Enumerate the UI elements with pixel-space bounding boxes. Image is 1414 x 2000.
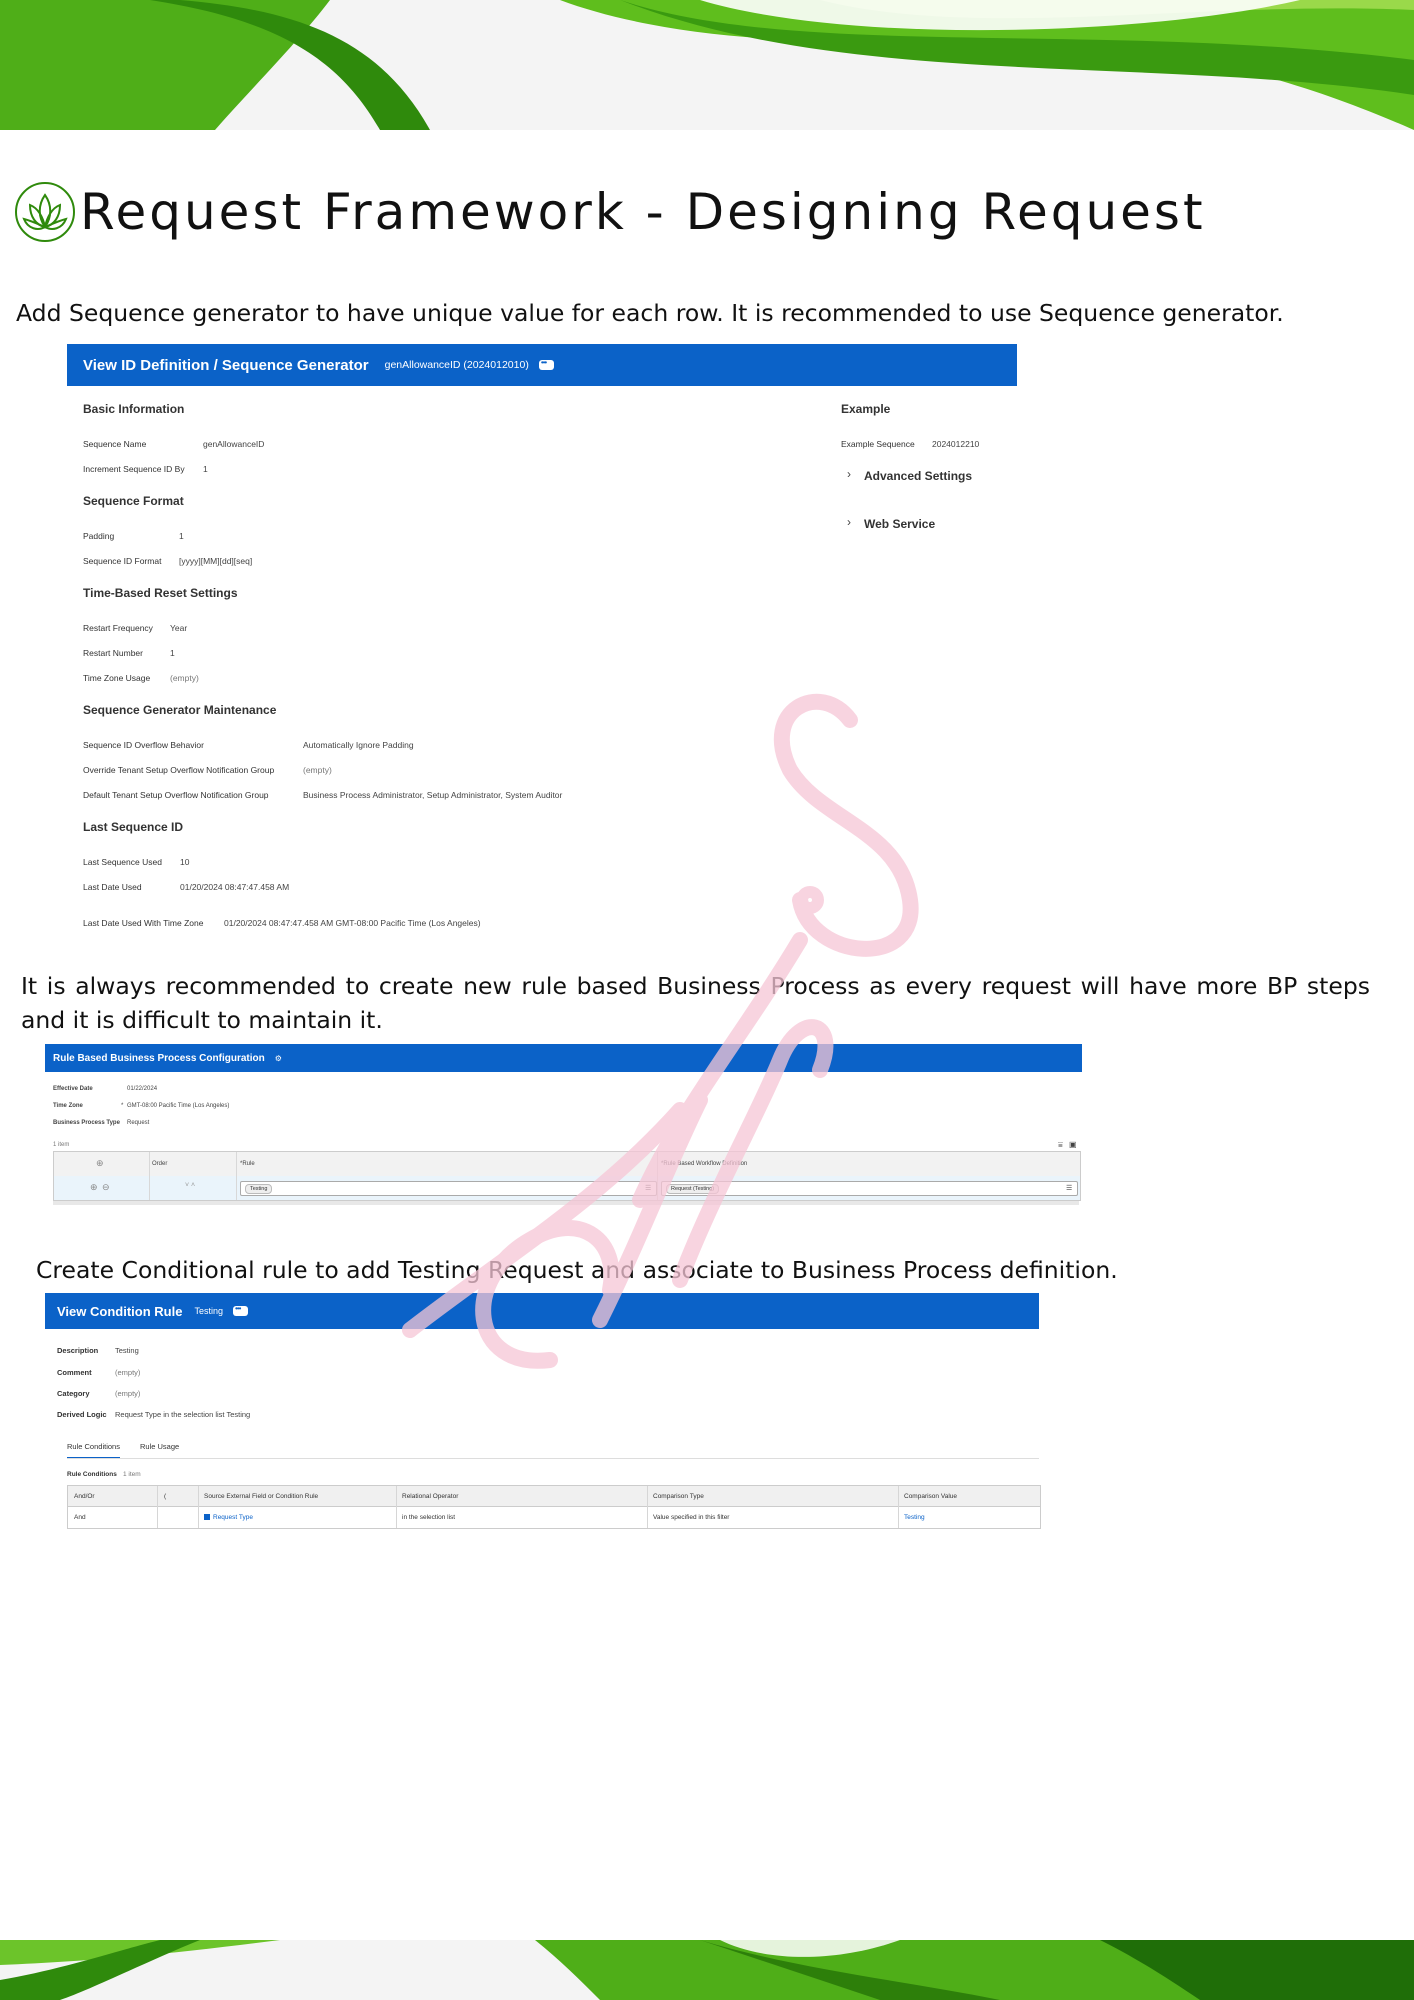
time-zone-label: Time Zone [53, 1103, 83, 1109]
row-source-field[interactable] [204, 1514, 253, 1521]
checkbox-icon[interactable] [204, 1514, 210, 1520]
restart-frequency-value: Year [170, 623, 188, 633]
col-and-or: And/Or [74, 1493, 95, 1500]
sequence-name-value: genAllowanceID [203, 439, 265, 449]
derived-logic-value: Request Type in the selection list Testing [115, 1410, 251, 1419]
intro-paragraph-condition-rule: Create Conditional rule to add Testing Request and associate to Business Process definition. [36, 1256, 1118, 1284]
restart-frequency-label: Restart Frequency [83, 623, 153, 633]
workflow-chip[interactable]: Request (Testing) [666, 1184, 719, 1194]
restart-number-value: 1 [170, 648, 175, 658]
rule-select[interactable] [240, 1181, 657, 1196]
description-value: Testing [115, 1346, 139, 1355]
bp-type-value: Request [127, 1120, 150, 1126]
col-comparison-value: Comparison Value [904, 1493, 957, 1500]
bottom-green-wave-banner [0, 1940, 1414, 2000]
condition-rule-screenshot [45, 1293, 1039, 1533]
last-used-value: 10 [180, 857, 190, 867]
rule-grid-header [54, 1152, 1080, 1177]
rule-conditions-count: 1 item [123, 1471, 141, 1478]
default-group-value: Business Process Administrator, Setup Administrator, System Auditor [303, 790, 563, 800]
column-divider [647, 1486, 648, 1528]
horizontal-scrollbar[interactable] [53, 1201, 1079, 1205]
condition-rule-subtitle: Testing [194, 1306, 223, 1316]
default-group-label: Default Tenant Setup Overflow Notification Group [83, 790, 269, 800]
sequence-generator-subtitle: genAllowanceID (2024012010) [384, 359, 529, 371]
column-divider [898, 1486, 899, 1528]
rule-grid [53, 1151, 1081, 1201]
derived-logic-label: Derived Logic [57, 1410, 107, 1419]
related-actions-icon[interactable] [539, 360, 554, 370]
sequence-generator-screenshot [67, 344, 1017, 934]
add-row-icon[interactable]: ⊕ [90, 1182, 98, 1192]
col-order: Order [152, 1161, 168, 1167]
increment-value: 1 [203, 464, 208, 474]
format-heading: Sequence Format [83, 494, 184, 508]
column-divider [657, 1152, 658, 1200]
list-icon[interactable]: ☰ [1066, 1185, 1073, 1192]
column-divider [396, 1486, 397, 1528]
restart-number-label: Restart Number [83, 648, 143, 658]
col-relational-operator: Relational Operator [402, 1493, 459, 1500]
time-zone-value: GMT-08:00 Pacific Time (Los Angeles) [127, 1103, 230, 1109]
top-green-wave-banner [0, 0, 1414, 130]
effective-date-label: Effective Date [53, 1086, 93, 1092]
last-date-tz-value: 01/20/2024 08:47:47.458 AM GMT-08:00 Pacific Time (Los Angeles) [224, 918, 481, 928]
filter-icon[interactable]: ⩸ [1058, 1140, 1063, 1149]
example-sequence-label: Example Sequence [841, 439, 915, 449]
rule-conditions-table [67, 1485, 1041, 1529]
example-sequence-value: 2024012210 [932, 439, 980, 449]
last-date-value: 01/20/2024 08:47:47.458 AM [180, 882, 290, 892]
col-workflow: *Rule Based Workflow Definition [661, 1161, 748, 1167]
row-and-or: And [74, 1514, 86, 1521]
rule-conditions-label: Rule Conditions [67, 1471, 117, 1478]
col-comparison-type: Comparison Type [653, 1493, 704, 1500]
overflow-value: Automatically Ignore Padding [303, 740, 414, 750]
comment-label: Comment [57, 1368, 92, 1377]
rule-bp-config-header [45, 1044, 1082, 1072]
basic-info-heading: Basic Information [83, 402, 185, 416]
remove-row-icon[interactable]: ⊖ [102, 1182, 110, 1192]
increment-label: Increment Sequence ID By [83, 464, 185, 474]
column-divider [149, 1152, 150, 1200]
row-comparison-value[interactable]: Testing [904, 1514, 925, 1521]
workflow-select[interactable] [661, 1181, 1078, 1196]
tab-rule-usage[interactable]: Rule Usage [140, 1442, 180, 1451]
tab-divider [67, 1458, 1039, 1459]
padding-value: 1 [179, 531, 184, 541]
bp-type-label: Business Process Type [53, 1120, 120, 1126]
sequence-generator-header [67, 344, 1017, 386]
description-label: Description [57, 1346, 99, 1355]
advanced-settings-toggle[interactable]: Advanced Settings [864, 469, 973, 483]
item-count: 1 item [53, 1142, 70, 1148]
chevron-right-icon[interactable]: › [847, 467, 851, 481]
row-comparison-type: Value specified in this filter [653, 1514, 730, 1521]
sequence-name-label: Sequence Name [83, 439, 147, 449]
column-divider [236, 1152, 237, 1200]
example-heading: Example [841, 402, 891, 416]
category-label: Category [57, 1389, 90, 1398]
lotus-logo-icon [14, 181, 76, 243]
settings-icon[interactable]: ⚙ [274, 1053, 282, 1063]
add-row-icon[interactable]: ⊕ [96, 1158, 104, 1168]
intro-paragraph-sequence: Add Sequence generator to have unique value for each row. It is recommended to use Sequence generator. [16, 299, 1284, 327]
last-id-heading: Last Sequence ID [83, 820, 184, 834]
row-relational-operator: in the selection list [402, 1514, 456, 1521]
timezone-usage-value: (empty) [170, 673, 199, 683]
title-row [14, 180, 1206, 244]
maintenance-heading: Sequence Generator Maintenance [83, 703, 277, 717]
reorder-arrows-icon[interactable]: ˅ ˄ [185, 1182, 196, 1189]
col-open-paren: ( [164, 1493, 167, 1500]
rule-bp-config-screenshot [45, 1044, 1082, 1210]
condition-rule-title: View Condition Rule [57, 1303, 183, 1319]
last-date-tz-label: Last Date Used With Time Zone [83, 918, 204, 928]
timezone-usage-label: Time Zone Usage [83, 673, 151, 683]
id-format-value: [yyyy][MM][dd][seq] [179, 556, 253, 566]
override-group-value: (empty) [303, 765, 332, 775]
table-view-icon[interactable]: ▣ [1069, 1140, 1077, 1149]
last-date-label: Last Date Used [83, 882, 142, 892]
column-divider [157, 1486, 158, 1528]
padding-label: Padding [83, 531, 115, 541]
col-source-field: Source External Field or Condition Rule [204, 1493, 319, 1500]
reset-heading: Time-Based Reset Settings [83, 586, 238, 600]
effective-date-value: 01/22/2024 [127, 1086, 158, 1092]
row-source-field-link[interactable]: Request Type [213, 1514, 253, 1521]
comment-value: (empty) [115, 1368, 141, 1377]
related-actions-icon[interactable] [233, 1306, 248, 1316]
rule-chip[interactable]: Testing [245, 1184, 272, 1194]
web-service-toggle[interactable]: Web Service [864, 517, 936, 531]
intro-paragraph-business-process: It is always recommended to create new rule based Business Process as every request will have more BP steps and it is difficult to maintain it. [21, 972, 1370, 1034]
condition-rule-header [45, 1293, 1039, 1329]
chevron-right-icon[interactable]: › [847, 515, 851, 529]
last-used-label: Last Sequence Used [83, 857, 162, 867]
required-marker-icon: * [121, 1103, 124, 1109]
id-format-label: Sequence ID Format [83, 556, 162, 566]
page-title: Request Framework - Designing Request [80, 183, 1206, 241]
column-divider [198, 1486, 199, 1528]
overflow-label: Sequence ID Overflow Behavior [83, 740, 204, 750]
sequence-generator-title: View ID Definition / Sequence Generator [83, 356, 369, 374]
tab-rule-conditions[interactable]: Rule Conditions [67, 1442, 120, 1459]
rule-bp-config-title: Rule Based Business Process Configuration [53, 1052, 265, 1064]
col-rule: *Rule [240, 1161, 255, 1167]
category-value: (empty) [115, 1389, 141, 1398]
rule-grid-row [54, 1176, 1080, 1200]
list-icon[interactable]: ☰ [645, 1185, 652, 1192]
override-group-label: Override Tenant Setup Overflow Notification Group [83, 765, 275, 775]
